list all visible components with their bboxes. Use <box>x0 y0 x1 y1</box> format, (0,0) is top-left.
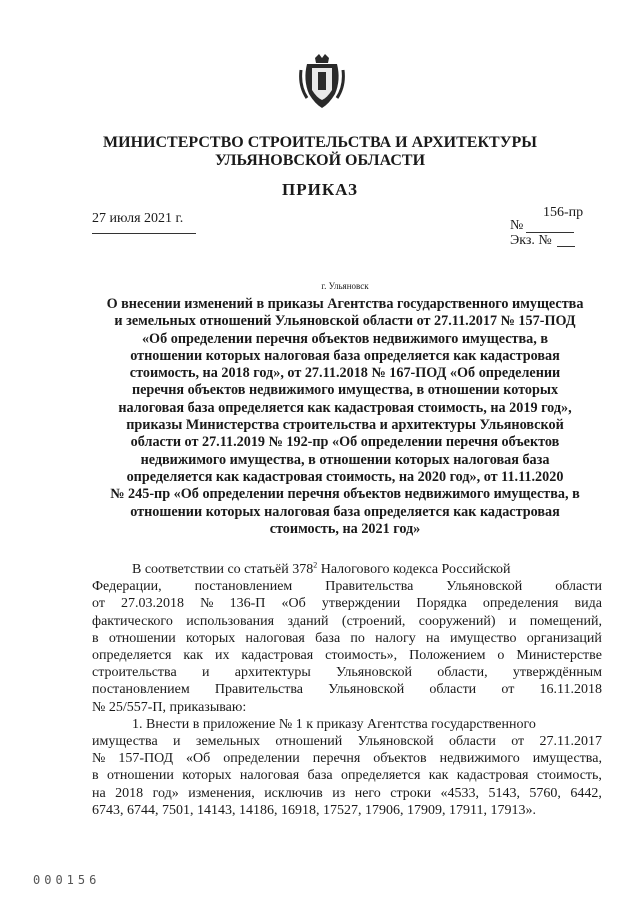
paragraph-line: фактического использования зданий (строений, сооружений) и помещений, <box>92 613 602 629</box>
coat-of-arms-emblem <box>299 50 345 110</box>
paragraph-line: в отношении которых налоговая база по налогу на имущество организаций <box>92 630 602 646</box>
paragraph-line: строительства и архитектуры Ульяновской области, утверждённым <box>92 665 602 681</box>
title-line: стоимость, на 2021 год» <box>269 520 421 537</box>
paragraph-line: от 27.03.2018 № 136-П «Об утверждении Порядка определения вида <box>92 596 602 612</box>
paragraph-line: в отношении которых налоговая база определяется как кадастровая стоимость, <box>92 768 602 784</box>
title-line: отношении которых налоговая база определяется как кадастровая <box>130 503 560 520</box>
paragraph-line: Федерации, постановлением Правительства Ульяновской области <box>92 579 602 595</box>
copy-number-underline <box>557 246 575 247</box>
title-line: приказы Министерства строительства и архитектуры Ульяновской <box>126 417 564 434</box>
paragraph-line: № 157-ПОД «Об определении перечня объектов недвижимого имущества, <box>92 751 602 767</box>
paragraph-line: на 2018 год» изменения, исключив из него строки «4533, 5143, 5760, 6442, <box>92 785 602 801</box>
title-line: «Об определении перечня объектов недвижимого имущества, в <box>141 330 549 347</box>
page-number-stamp: 000156 <box>33 873 101 887</box>
copy-number-label: Экз. № <box>510 233 552 248</box>
title-line: № 245-пр «Об определении перечня объектов недвижимого имущества, в <box>110 486 580 503</box>
document-type: ПРИКАЗ <box>282 180 358 199</box>
order-date: 27 июля 2021 г. <box>92 211 184 226</box>
paragraph-line: имущества и земельных отношений Ульяновской области от 27.11.2017 <box>92 734 602 750</box>
paragraph-text: В соответствии со статьёй $378^2$ Налогового кодекса Российской <box>132 560 511 577</box>
title-line: определяется как кадастровая стоимость, на 2020 год», от 11.11.2020 <box>126 468 564 485</box>
paragraph-1-first-line <box>92 561 602 578</box>
order-body <box>92 561 602 819</box>
date-underline <box>92 233 196 234</box>
paragraph-line: № 25/557-П, приказываю: <box>92 699 247 715</box>
order-title <box>80 296 610 538</box>
paragraph-2-first-line: 1. Внести в приложение № 1 к приказу Агентства государственного <box>132 716 536 732</box>
title-line: и земельных отношений Ульяновской области от 27.11.2017 № 157-ПОД <box>114 313 576 330</box>
title-line: области от 27.11.2019 № 192-пр «Об определении перечня объектов <box>130 434 560 451</box>
ministry-name-line2: УЛЬЯНОВСКОЙ ОБЛАСТИ <box>214 152 426 169</box>
order-number-value: 156-пр <box>543 205 584 220</box>
title-line: перечня объектов недвижимого имущества, в отношении которых <box>131 382 559 399</box>
paragraph-line: постановлением Правительства Ульяновской области от 16.11.2018 <box>92 682 602 698</box>
title-line: О внесении изменений в приказы Агентства государственного имущества <box>106 296 584 312</box>
ministry-name-line1: МИНИСТЕРСТВО СТРОИТЕЛЬСТВА И АРХИТЕКТУРЫ <box>103 134 537 151</box>
paragraph-line: 6743, 6744, 7501, 14143, 14186, 16918, 17527, 17906, 17909, 17911, 17913». <box>92 802 536 818</box>
title-line: стоимость, на 2018 год», от 27.11.2018 № 167-ПОД «Об определении <box>129 365 561 382</box>
title-line: отношении которых налоговая база определяется как кадастровая <box>130 347 560 364</box>
title-line: недвижимого имущества, в отношении которых налоговая база <box>140 451 550 468</box>
title-line: налоговая база определяется как кадастровая стоимость, на 2019 год», <box>118 399 572 416</box>
order-number-label: № <box>510 218 524 233</box>
city-name: г. Ульяновск <box>321 281 369 291</box>
paragraph-line: определяется как их кадастровая стоимость», Положением о Министерстве <box>92 648 602 664</box>
